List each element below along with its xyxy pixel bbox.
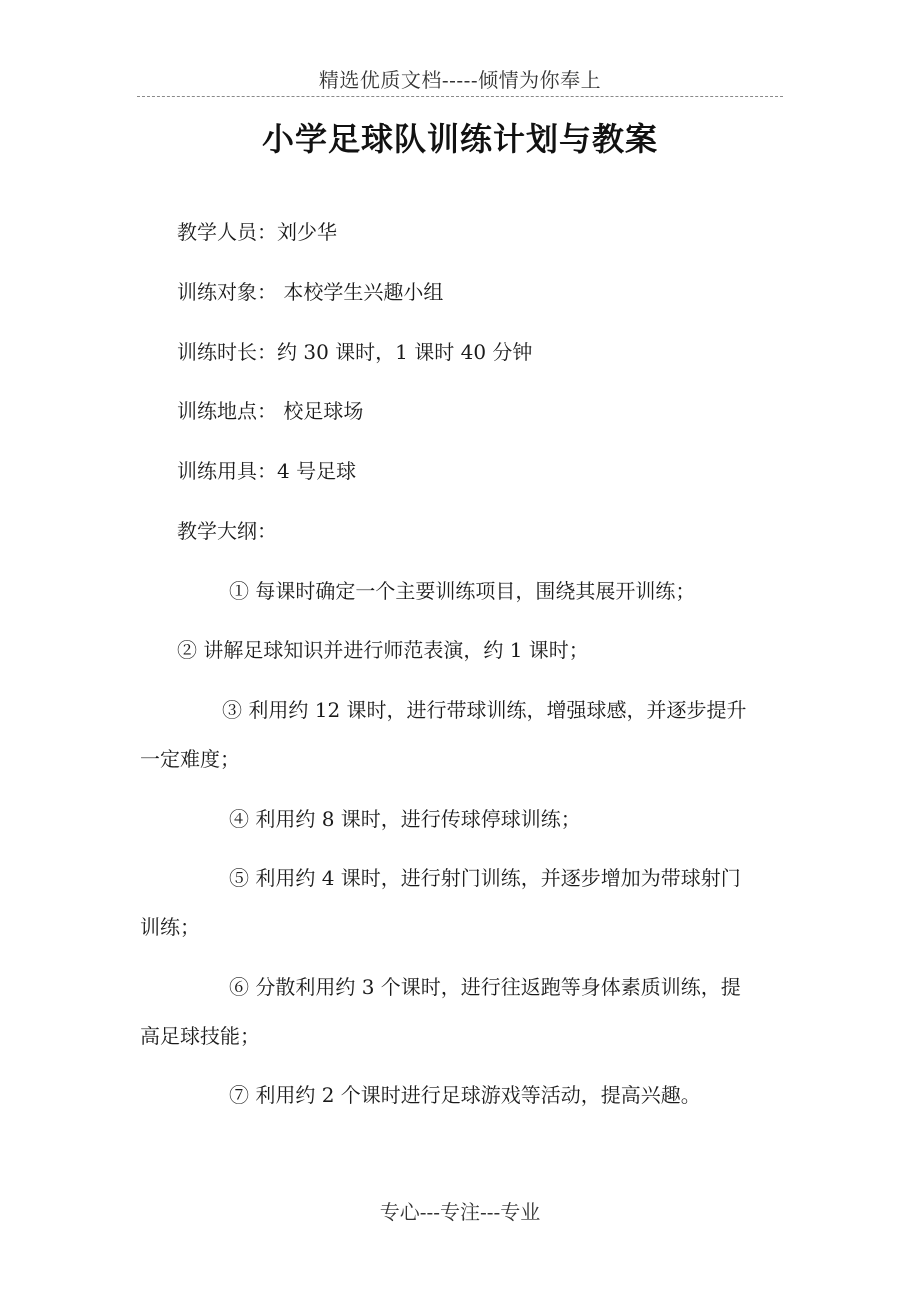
outline-item-1: ① 每课时确定一个主要训练项目，围绕其展开训练； <box>229 579 696 603</box>
outline-item-4: ④ 利用约 8 课时，进行传球停球训练； <box>229 807 581 831</box>
info-duration: 训练时长：约 30 课时，1 课时 40 分钟 <box>177 340 533 364</box>
info-teacher: 教学人员：刘少华 <box>177 220 337 244</box>
header-divider <box>137 96 783 97</box>
document-title: 小学足球队训练计划与教案 <box>261 120 658 158</box>
info-target: 训练对象： 本校学生兴趣小组 <box>177 280 444 304</box>
outline-item-7: ⑦ 利用约 2 个课时进行足球游戏等活动，提高兴趣。 <box>229 1083 701 1107</box>
outline-item-3-line-2: 一定难度； <box>140 747 240 771</box>
info-location: 训练地点： 校足球场 <box>177 399 364 423</box>
outline-label: 教学大纲： <box>177 519 277 543</box>
page-footer: 专心---专注---专业 <box>379 1200 541 1224</box>
outline-item-3-line-1: ③ 利用约 12 课时，进行带球训练，增强球感，并逐步提升 <box>222 698 747 722</box>
outline-item-5-line-2: 训练； <box>140 915 200 939</box>
page-header: 精选优质文档-----倾情为你奉上 <box>318 68 602 92</box>
outline-item-5-line-1: ⑤ 利用约 4 课时，进行射门训练，并逐步增加为带球射门 <box>229 866 741 890</box>
outline-item-6-line-1: ⑥ 分散利用约 3 个课时，进行往返跑等身体素质训练，提 <box>229 975 741 999</box>
info-equipment: 训练用具：4 号足球 <box>177 459 357 483</box>
outline-item-2: ② 讲解足球知识并进行师范表演，约 1 课时； <box>177 638 589 662</box>
outline-item-6-line-2: 高足球技能； <box>140 1024 260 1048</box>
